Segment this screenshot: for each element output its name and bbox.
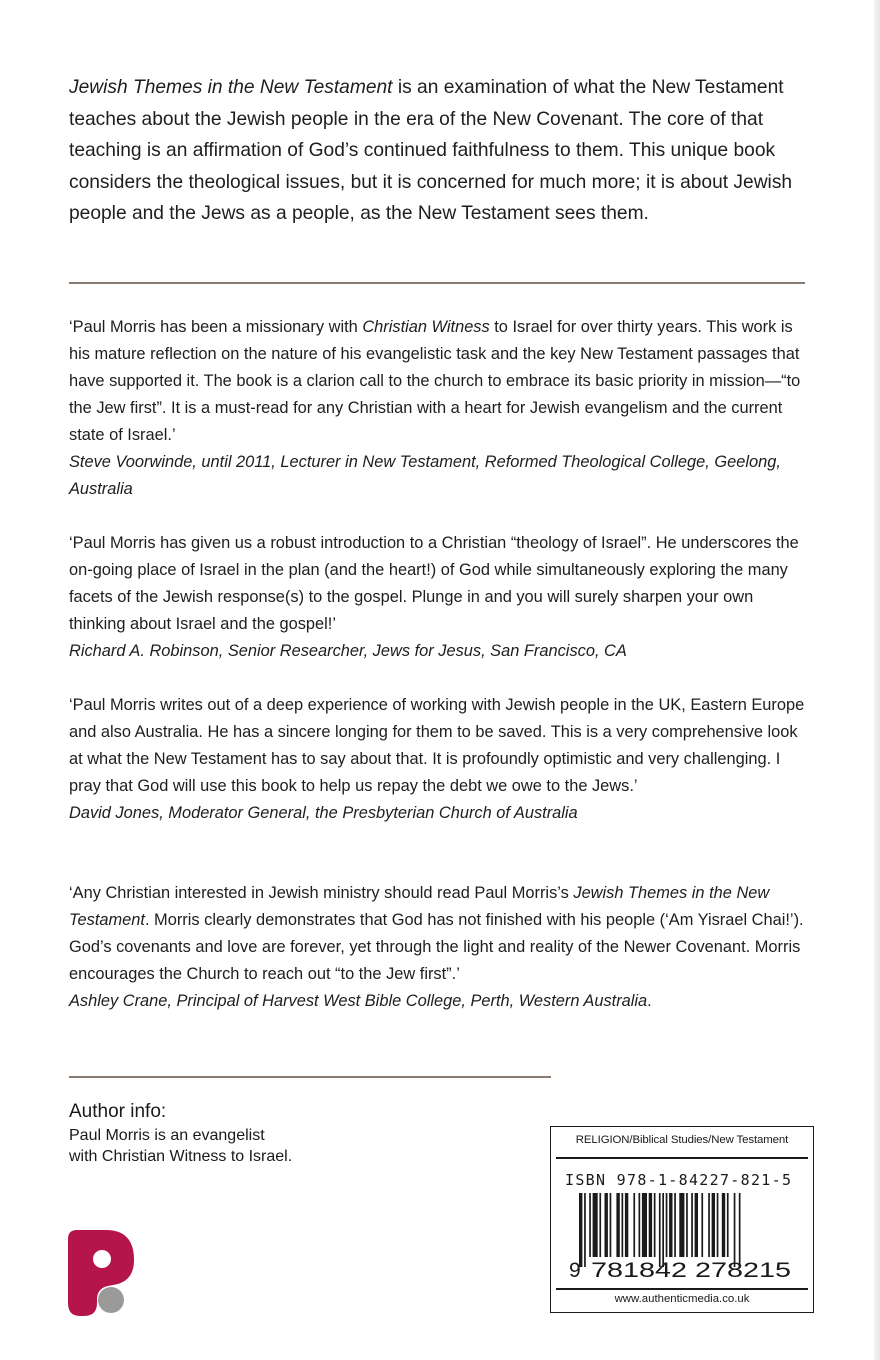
barcode-bar <box>579 1193 582 1267</box>
barcode-bar <box>695 1193 698 1257</box>
barcode-digits-left: 781842 <box>591 1259 687 1282</box>
endorsement-attribution: Richard A. Robinson, Senior Researcher, Jews for Jesus, San Francisco, CA <box>69 642 627 660</box>
barcode-bars <box>579 1193 741 1267</box>
barcode-bar <box>674 1193 676 1257</box>
barcode-bar <box>717 1193 719 1257</box>
barcode-bar <box>691 1193 693 1257</box>
barcode-bar <box>739 1193 741 1267</box>
barcode-bar <box>642 1193 647 1257</box>
publisher-logo-icon <box>68 1230 134 1316</box>
barcode-bar <box>605 1193 608 1257</box>
barcode-bar <box>584 1193 586 1267</box>
barcode-bar <box>722 1193 725 1257</box>
barcode-bar <box>616 1193 619 1257</box>
author-info-line: Paul Morris is an evangelist <box>69 1127 265 1144</box>
barcode-bar <box>686 1193 688 1257</box>
author-info-line: with Christian Witness to Israel. <box>69 1148 293 1165</box>
barcode-bar <box>654 1193 656 1257</box>
author-info-heading: Author info: <box>69 1101 167 1122</box>
endorsement-attribution: Steve Voorwinde, until 2011, Lecturer in New Testament, Reformed Theological College, Geelong, Australia <box>69 453 781 498</box>
publisher-name-italic: Christian Witness <box>362 318 490 336</box>
book-description-text: is an examination of what the New Testament teaches about the Jewish people in the era of the New Covenant. The core of that teaching is an affirmation of God’s continued faithfulness to them. This unique book considers the theological issues, but it is concerned for much more; it is about Jewish people and the Jews as a people, as the New Testament sees them. <box>69 77 793 225</box>
barcode-bar <box>622 1193 624 1257</box>
author-info-text <box>69 1125 369 1167</box>
endorsement-quote: ‘Paul Morris has been a missionary with Christian Witness to Israel for over thirty years. This work is his mature reflection on the nature of his evangelistic task and the key New Testament passages that have supported it. The book is a clarion call to the church to embrace its basic priority in mission—“to the Jew first”. It is a must-read for any Christian with a heart for Jewish evangelism and the current state of Israel.’ <box>69 318 801 444</box>
endorsement-2 <box>69 530 814 665</box>
logo-grey-dot <box>98 1287 124 1313</box>
bisac-category: RELIGION/Biblical Studies/New Testament <box>575 1134 789 1146</box>
barcode-box <box>550 1126 814 1313</box>
divider-bottom <box>69 1076 551 1078</box>
barcode-bar <box>593 1193 598 1257</box>
barcode-bar <box>625 1193 628 1257</box>
barcode-bar <box>649 1193 652 1257</box>
barcode-digits-right: 278215 <box>695 1259 791 1282</box>
endorsement-quote: ‘Any Christian interested in Jewish ministry should read Paul Morris’s Jewish Themes in the New Testament. Morris clearly demonstrates that God has not finished with his people (‘Am Yisrael Chai!’). God’s covenants and love are forever, yet through the light and reality of the Newer Covenant. Morris encourages the Church to reach out “to the Jew first”.’ <box>69 884 804 983</box>
book-description <box>69 72 794 230</box>
endorsement-quote: ‘Paul Morris writes out of a deep experience of working with Jewish people in the UK, Eastern Europe and also Australia. He has a sincere longing for them to be saved. This is a very comprehensive look at what the New Testament has to say about that. It is profoundly optimistic and very challenging. I pray that God will use this book to help us repay the debt we owe to the Jews.’ <box>69 696 805 795</box>
barcode-bar <box>610 1193 612 1257</box>
logo-hole <box>93 1250 111 1268</box>
book-title-italic: Jewish Themes in the New Testament <box>69 77 393 98</box>
barcode-bar <box>633 1193 635 1257</box>
barcode-bar <box>727 1193 729 1257</box>
barcode-digit-lead: 9 <box>569 1259 581 1282</box>
barcode-bar <box>589 1193 591 1257</box>
barcode-separator <box>556 1157 808 1159</box>
barcode-bar <box>708 1193 710 1257</box>
isbn-label: ISBN 978-1-84227-821-5 <box>565 1171 793 1189</box>
barcode-bar <box>666 1193 668 1257</box>
barcode-separator <box>556 1288 808 1290</box>
divider-top <box>69 282 805 284</box>
barcode-graphic <box>565 1193 801 1285</box>
endorsement-attribution: Ashley Crane, Principal of Harvest West Bible College, Perth, Western Australia. <box>69 992 652 1010</box>
barcode-bar <box>659 1193 661 1267</box>
page-edge-shadow <box>874 0 880 1360</box>
barcode-bar <box>662 1193 664 1267</box>
endorsement-3 <box>69 692 814 827</box>
endorsement-quote: ‘Paul Morris has given us a robust introduction to a Christian “theology of Israel”. He underscores the on-going place of Israel in the plan (and the heart!) of God while simultaneously exploring the many facets of the Jewish response(s) to the gospel. Plunge in and you will surely sharpen your own thinking about Israel and the gospel!’ <box>69 534 799 633</box>
book-title-italic: Jewish Themes in the New Testament <box>69 884 770 929</box>
endorsement-4 <box>69 880 814 1015</box>
barcode-bar <box>679 1193 684 1257</box>
barcode-bar <box>599 1193 601 1257</box>
barcode-bar <box>701 1193 703 1257</box>
barcode-bar <box>669 1193 672 1257</box>
barcode-bar <box>712 1193 715 1257</box>
endorsement-attribution: David Jones, Moderator General, the Presbyterian Church of Australia <box>69 804 578 822</box>
barcode-bar <box>734 1193 736 1267</box>
publisher-website: www.authenticmedia.co.uk <box>614 1293 750 1305</box>
endorsement-1 <box>69 314 814 503</box>
barcode-bar <box>639 1193 641 1257</box>
